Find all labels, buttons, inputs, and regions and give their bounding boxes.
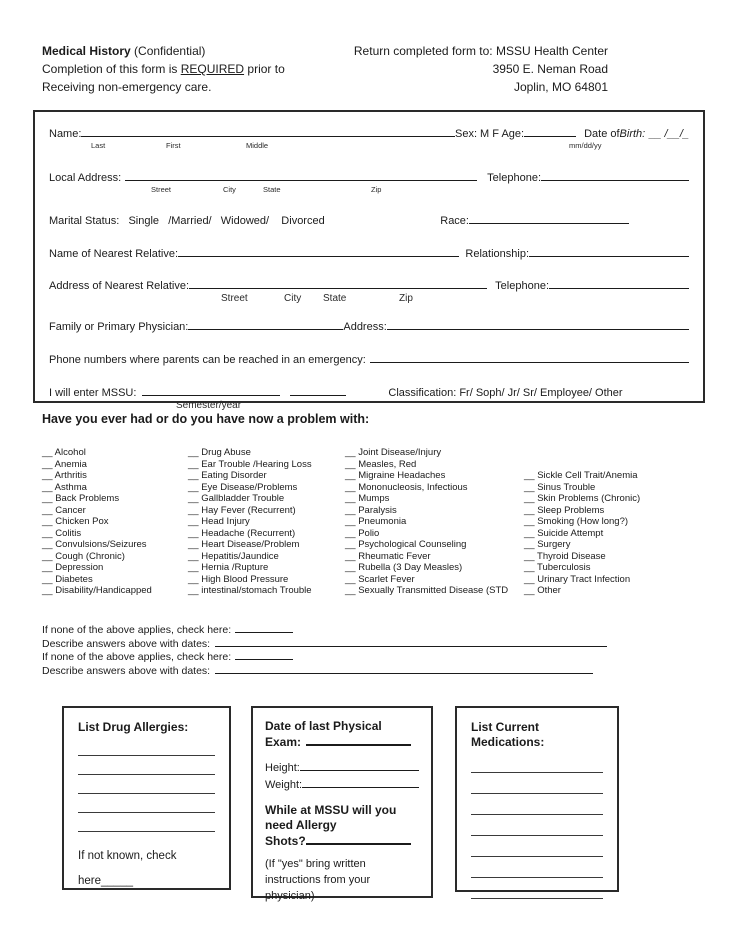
- name-blank[interactable]: [81, 125, 455, 137]
- year-blank[interactable]: [290, 384, 346, 396]
- shots-note-line3: physician): [265, 889, 315, 902]
- race-blank[interactable]: [469, 212, 629, 224]
- checklist-item[interactable]: __ Cancer: [42, 504, 86, 516]
- exam-label: Exam:: [265, 735, 302, 749]
- write-in-line[interactable]: [78, 756, 215, 775]
- form-title: Medical History: [42, 44, 131, 58]
- physician-label: Family or Primary Physician:: [49, 321, 189, 333]
- marital-status-label: Marital Status: Single /Married/ Widowed/ Divorced: [49, 215, 325, 227]
- relative-telephone-label: Telephone:: [495, 280, 549, 292]
- return-address-line3: Joplin, MO 64801: [513, 80, 608, 94]
- physician-row: [49, 318, 689, 333]
- nearest-relative-label: Name of Nearest Relative:: [49, 248, 178, 260]
- write-in-line[interactable]: [471, 794, 603, 815]
- checklist-column-2: [188, 447, 312, 597]
- required-emphasis: REQUIRED: [180, 62, 245, 76]
- relative-telephone-blank[interactable]: [549, 277, 689, 289]
- physician-address-blank[interactable]: [387, 318, 689, 330]
- height-blank[interactable]: [300, 759, 419, 771]
- allergy-shots-question-line2: need Allergy: [265, 817, 337, 832]
- checklist-item[interactable]: __ Polio: [345, 527, 380, 539]
- checklist-item[interactable]: __ Anemia: [42, 458, 87, 470]
- emergency-phone-label: Phone numbers where parents can be reached in an emergency:: [49, 354, 366, 366]
- emergency-phone-row: [49, 351, 689, 366]
- drug-allergies-title: List Drug Allergies:: [78, 720, 189, 734]
- checklist-item[interactable]: __ Convulsions/Seizures: [42, 539, 147, 550]
- enter-mssu-label: I will enter MSSU:: [49, 387, 137, 399]
- checklist-column-3: [345, 447, 508, 597]
- checklist-item[interactable]: __ Back Problems: [42, 493, 120, 504]
- none-apply-label: If none of the above applies, check here:: [42, 624, 232, 636]
- medications-title-line2: Medications:: [471, 735, 545, 749]
- describe-label: Describe answers above with dates:: [42, 664, 211, 677]
- physician-blank[interactable]: [188, 318, 343, 330]
- checklist-item[interactable]: __ Hepatitis/Jaundice: [188, 550, 279, 562]
- classification-label: Classification: Fr/ Soph/ Jr/ Sr/ Employee/ Other: [388, 387, 623, 399]
- checklist-item[interactable]: __ Skin Problems (Chronic): [524, 493, 641, 504]
- return-address-block: [354, 42, 608, 96]
- relative-address-blank[interactable]: [189, 277, 487, 289]
- checklist-item[interactable]: __ Measles, Red: [345, 458, 417, 470]
- none-apply-blank-2[interactable]: [235, 648, 293, 660]
- shots-note-line1: (If "yes" bring written: [265, 858, 366, 871]
- return-address-line1: Return completed form to: MSSU Health Center: [353, 44, 608, 58]
- none-apply-label: If none of the above applies, check here:: [42, 651, 232, 663]
- name-row: [49, 125, 689, 140]
- age-blank[interactable]: [524, 125, 576, 137]
- write-in-line[interactable]: [78, 775, 215, 794]
- checklist-item[interactable]: __ Hay Fever (Recurrent): [188, 504, 296, 516]
- checklist-item[interactable]: __ intestinal/stomach Trouble: [188, 585, 312, 596]
- checklist-item[interactable]: __ Pneumonia: [345, 516, 407, 527]
- dob-label: Date of: [584, 128, 620, 140]
- checklist-column-1: [42, 447, 152, 597]
- checklist-item[interactable]: __ Rubella (3 Day Measles): [345, 562, 463, 573]
- write-in-line[interactable]: [471, 857, 603, 878]
- checklist-item[interactable]: __ Eating Disorder: [188, 470, 267, 481]
- checklist-item[interactable]: __ Drug Abuse: [188, 447, 251, 458]
- medical-problems-checklist: [42, 447, 707, 599]
- checklist-item[interactable]: __ Mumps: [345, 493, 390, 504]
- none-apply-row-1: [42, 621, 607, 635]
- height-row: [265, 759, 419, 776]
- dob-blank[interactable]: __ /__/_: [649, 128, 689, 140]
- weight-row: [265, 776, 419, 793]
- weight-label: Weight:: [265, 779, 303, 792]
- local-address-label: Local Address:: [49, 172, 122, 184]
- none-apply-row-2: [42, 648, 607, 662]
- shots-label: Shots?: [265, 833, 306, 848]
- describe-blank-2[interactable]: [215, 662, 593, 674]
- drug-allergies-box: [62, 706, 231, 890]
- form-title-line: [42, 42, 285, 60]
- local-address-row: [49, 169, 689, 184]
- checklist-item[interactable]: __ Migraine Headaches: [345, 470, 446, 481]
- relationship-blank[interactable]: [529, 245, 689, 257]
- allergy-shots-question-line3: [265, 833, 419, 849]
- checklist-item[interactable]: __ Sinus Trouble: [524, 481, 596, 493]
- checklist-item[interactable]: __ Alcohol: [42, 447, 86, 458]
- physician-address-label: Address:: [343, 321, 387, 333]
- checklist-item[interactable]: __ Urinary Tract Infection: [524, 573, 631, 585]
- medications-title-line1: List Current: [471, 720, 540, 734]
- drug-allergies-lines: [78, 737, 215, 832]
- none-apply-section: [42, 621, 607, 675]
- checklist-item[interactable]: __ Head Injury: [188, 516, 250, 527]
- write-in-line[interactable]: [78, 794, 215, 813]
- checklist-item[interactable]: __ Tuberculosis: [524, 562, 591, 573]
- checklist-item[interactable]: __ Joint Disease/Injury: [345, 447, 442, 458]
- form-required-line: Completion of this form is REQUIRED prior to: [42, 62, 285, 76]
- checklist-item[interactable]: __ Colitis: [42, 527, 82, 539]
- form-title-suffix: (Confidential): [130, 44, 206, 58]
- checklist-item[interactable]: __ Heart Disease/Problem: [188, 539, 300, 550]
- sublabel-street: Street: [151, 185, 172, 194]
- describe-row-1: [42, 635, 607, 649]
- checklist-item[interactable]: __ Arthritis: [42, 470, 87, 481]
- checklist-item[interactable]: __ Eye Disease/Problems: [188, 481, 298, 493]
- form-header-left: [42, 42, 285, 96]
- describe-blank-1[interactable]: [215, 635, 607, 647]
- race-label: Race:: [440, 215, 469, 227]
- sublabel-middle: Middle: [246, 141, 269, 150]
- sublabel-state: State: [323, 293, 347, 304]
- checklist-item[interactable]: __ High Blood Pressure: [188, 573, 289, 585]
- name-label: Name:: [49, 128, 82, 140]
- checklist-item[interactable]: __ Suicide Attempt: [524, 527, 604, 539]
- physical-exam-title-line1: Date of last Physical: [265, 719, 382, 733]
- checklist-column-4: [524, 447, 640, 597]
- checklist-item[interactable]: __ Hernia /Rupture: [188, 562, 269, 573]
- write-in-line[interactable]: [471, 773, 603, 794]
- form-care-line: Receiving non-emergency care.: [42, 80, 212, 94]
- checklist-item[interactable]: __ Rheumatic Fever: [345, 550, 431, 562]
- sublabel-last: Last: [91, 141, 106, 150]
- emergency-phone-blank[interactable]: [370, 351, 689, 363]
- relative-address-sublabels: [49, 292, 689, 305]
- write-in-line[interactable]: [78, 737, 215, 756]
- sublabel-mmddyy: mm/dd/yy: [569, 141, 602, 150]
- checklist-item[interactable]: __ Ear Trouble /Hearing Loss: [188, 458, 312, 470]
- checklist-item[interactable]: __ Psychological Counseling: [345, 539, 467, 550]
- checklist-item[interactable]: __ Headache (Recurrent): [188, 527, 296, 539]
- enter-mssu-sublabels: [49, 399, 689, 412]
- checklist-item[interactable]: __ Asthma: [42, 481, 87, 493]
- checklist-item[interactable]: __ Mononucleosis, Infectious: [345, 481, 468, 493]
- height-label: Height:: [265, 762, 300, 775]
- checklist-item[interactable]: __ Diabetes: [42, 573, 93, 585]
- telephone-blank[interactable]: [541, 169, 689, 181]
- sex-age-label: Sex: M F Age:: [454, 128, 525, 140]
- checklist-item[interactable]: __ Scarlet Fever: [345, 573, 415, 585]
- enter-mssu-row: [49, 384, 689, 399]
- sublabel-street: Street: [221, 293, 248, 304]
- relative-address-row: [49, 277, 689, 292]
- current-medications-box: [455, 706, 619, 892]
- sublabel-first: First: [166, 141, 181, 150]
- name-sublabels: [49, 140, 689, 153]
- sublabel-city: City: [284, 293, 302, 304]
- checklist-item[interactable]: __ Depression: [42, 562, 104, 573]
- write-in-line[interactable]: [471, 878, 603, 899]
- exam-date-blank[interactable]: [306, 734, 411, 746]
- sublabel-zip: Zip: [371, 185, 382, 194]
- checklist-item[interactable]: __ Cough (Chronic): [42, 550, 125, 562]
- checklist-item[interactable]: __ Thyroid Disease: [524, 550, 606, 562]
- allergies-note-line1: If not known, check: [78, 850, 177, 862]
- write-in-line[interactable]: [471, 836, 603, 857]
- checklist-item[interactable]: __ Sickle Cell Trait/Anemia: [524, 470, 638, 481]
- checklist-item[interactable]: __ Paralysis: [345, 504, 397, 516]
- checklist-item[interactable]: __ Smoking (How long?): [524, 516, 629, 527]
- checklist-item[interactable]: __ Disability/Handicapped: [42, 585, 152, 596]
- none-apply-blank-1[interactable]: [235, 621, 293, 633]
- shots-note-line2: instructions from your: [265, 874, 371, 886]
- checklist-item[interactable]: __ Surgery: [524, 539, 571, 550]
- relative-address-label: Address of Nearest Relative:: [49, 280, 190, 292]
- allergies-note-line2[interactable]: here_____: [78, 874, 133, 887]
- marital-race-row: [49, 212, 689, 227]
- write-in-line[interactable]: [471, 752, 603, 773]
- describe-row-2: [42, 662, 607, 676]
- allergy-shots-blank[interactable]: [306, 833, 411, 845]
- checklist-item[interactable]: __ Chicken Pox: [42, 516, 109, 527]
- personal-info-box: [33, 110, 705, 411]
- return-address-line2: 3950 E. Neman Road: [492, 62, 608, 76]
- telephone-label: Telephone:: [487, 172, 541, 184]
- local-address-sublabels: [49, 184, 689, 197]
- checklist-item[interactable]: __ Sexually Transmitted Disease (STD: [345, 585, 509, 596]
- checklist-item[interactable]: __ Gallbladder Trouble: [188, 493, 285, 504]
- nearest-relative-blank[interactable]: [178, 245, 459, 257]
- sublabel-semester-year: Semester/year: [176, 400, 242, 411]
- write-in-line[interactable]: [471, 815, 603, 836]
- sublabel-zip: Zip: [399, 293, 413, 304]
- relationship-label: Relationship:: [465, 248, 529, 260]
- sublabel-state: State: [263, 185, 281, 194]
- checklist-heading: Have you ever had or do you have now a problem with:: [42, 412, 370, 426]
- semester-blank[interactable]: [142, 384, 280, 396]
- dob-label-italic: Birth:: [619, 128, 646, 140]
- allergy-shots-question-line1: While at MSSU will you: [265, 802, 397, 817]
- describe-label: Describe answers above with dates:: [42, 637, 211, 650]
- sublabel-city: City: [223, 185, 236, 194]
- checklist-item[interactable]: __ Other: [524, 585, 561, 596]
- weight-blank[interactable]: [302, 776, 419, 788]
- write-in-line[interactable]: [78, 813, 215, 832]
- physical-exam-title-line2: [265, 734, 419, 750]
- nearest-relative-row: [49, 245, 689, 260]
- checklist-item[interactable]: __ Sleep Problems: [524, 504, 605, 516]
- medications-lines: [471, 752, 603, 899]
- local-address-blank[interactable]: [125, 169, 477, 181]
- physical-exam-box: [251, 706, 433, 902]
